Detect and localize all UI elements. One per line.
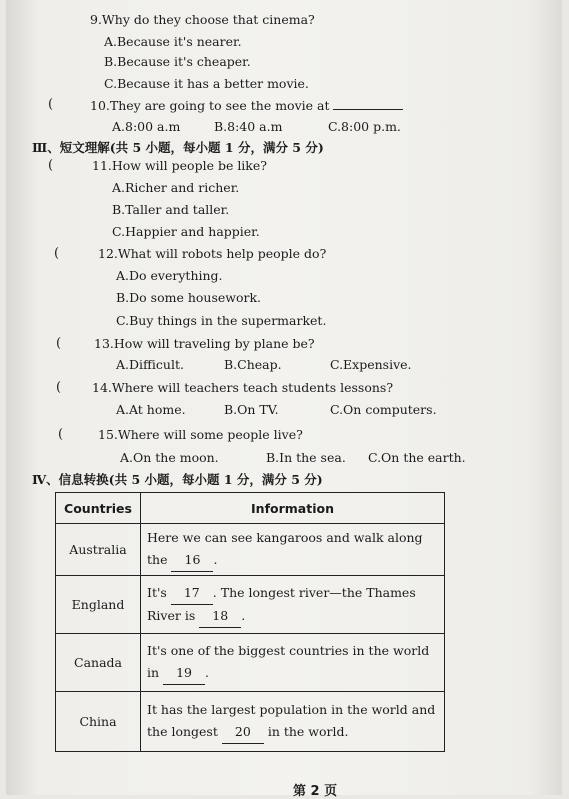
answer-blank [333,97,403,110]
answer-paren: ( [56,336,62,351]
table-row [56,524,445,576]
q11-option-c: C.Happier and happier. [112,224,260,239]
answer-paren: ( [48,158,54,173]
question-9-stem: 9.Why do they choose that cinema? [90,12,315,27]
page-number: 第 2 页 [293,784,338,799]
info-text: Here we can see kangaroos and walk along the [147,530,423,567]
question-14-stem: 14.Where will teachers teach students lessons? [92,380,394,395]
q12-option-c: C.Buy things in the supermarket. [116,313,327,328]
answer-paren: ( [58,427,64,442]
q10-stem-text: 10.They are going to see the movie at [90,98,330,113]
question-13-stem: 13.How will traveling by plane be? [94,336,315,351]
q15-option-a: A.On the moon. [120,450,219,465]
exam-page [6,0,562,799]
info-text: in the world. [263,724,349,739]
q10-options [112,119,401,135]
question-10-stem [90,97,403,114]
q15-option-c: C.On the earth. [367,450,466,465]
info-text: . [213,552,218,567]
q12-option-a: A.Do everything. [116,268,223,283]
q10-option-c: C.8:00 p.m. [327,119,401,134]
header-countries: Countries [56,493,141,524]
blank-19[interactable]: 19 [163,662,205,685]
info-text: It's [147,584,171,600]
answer-paren: ( [48,97,54,112]
table-header-row [56,493,445,524]
blank-17[interactable]: 17 [171,582,213,605]
q15-option-b: B.In the sea. [265,450,346,465]
q13-option-b: B.Cheap. [223,357,282,372]
country-cell: Canada [56,634,141,692]
table-row [56,634,445,692]
question-15-stem: 15.Where will some people live? [98,427,303,442]
q12-option-b: B.Do some housework. [116,290,262,305]
answer-paren: ( [56,380,62,395]
q15-options [120,450,466,466]
info-text: . [205,665,210,680]
q14-option-c: C.On computers. [329,402,437,417]
header-information: Information [141,493,445,524]
q9-option-b: B.Because it's cheaper. [104,54,251,69]
table-row [56,692,445,752]
q13-option-a: A.Difficult. [116,357,184,372]
q10-option-a: A.8:00 a.m [112,119,181,134]
q13-options [116,357,412,373]
country-cell: China [56,692,141,752]
question-11-stem: 11.How will people be like? [92,158,267,173]
q13-option-c: C.Expensive. [329,357,412,372]
info-text: It has the largest population in the world and the longest [147,702,436,739]
info-text: . [241,607,246,623]
country-cell: Australia [56,524,141,576]
blank-16[interactable]: 16 [171,549,213,572]
info-text: . The longest river—the Thames River is [147,584,416,623]
info-cell [141,692,445,752]
info-text: It's one of the biggest countries in the world in [147,643,430,680]
q14-options [116,402,437,418]
section-3-title: Ⅲ、短文理解(共 5 小题，每小题 1 分，满分 5 分) [32,140,324,155]
q14-option-a: A.At home. [116,402,186,417]
info-cell [141,524,445,576]
question-12-stem: 12.What will robots help people do? [98,246,327,261]
table-row [56,576,445,634]
blank-18[interactable]: 18 [199,605,241,628]
q10-option-b: B.8:40 a.m [213,119,283,134]
q11-option-b: B.Taller and taller. [112,202,230,217]
country-cell: England [56,576,141,634]
info-table [55,492,445,752]
q14-option-b: B.On TV. [223,402,279,417]
blank-20[interactable]: 20 [222,721,264,744]
answer-paren: ( [54,246,60,261]
q9-option-a: A.Because it's nearer. [104,34,242,49]
info-cell [141,634,445,692]
q11-option-a: A.Richer and richer. [112,180,240,195]
section-4-title: Ⅳ、信息转换(共 5 小题，每小题 1 分，满分 5 分) [32,472,323,487]
q9-option-c: C.Because it has a better movie. [104,76,309,91]
info-cell [141,576,445,634]
